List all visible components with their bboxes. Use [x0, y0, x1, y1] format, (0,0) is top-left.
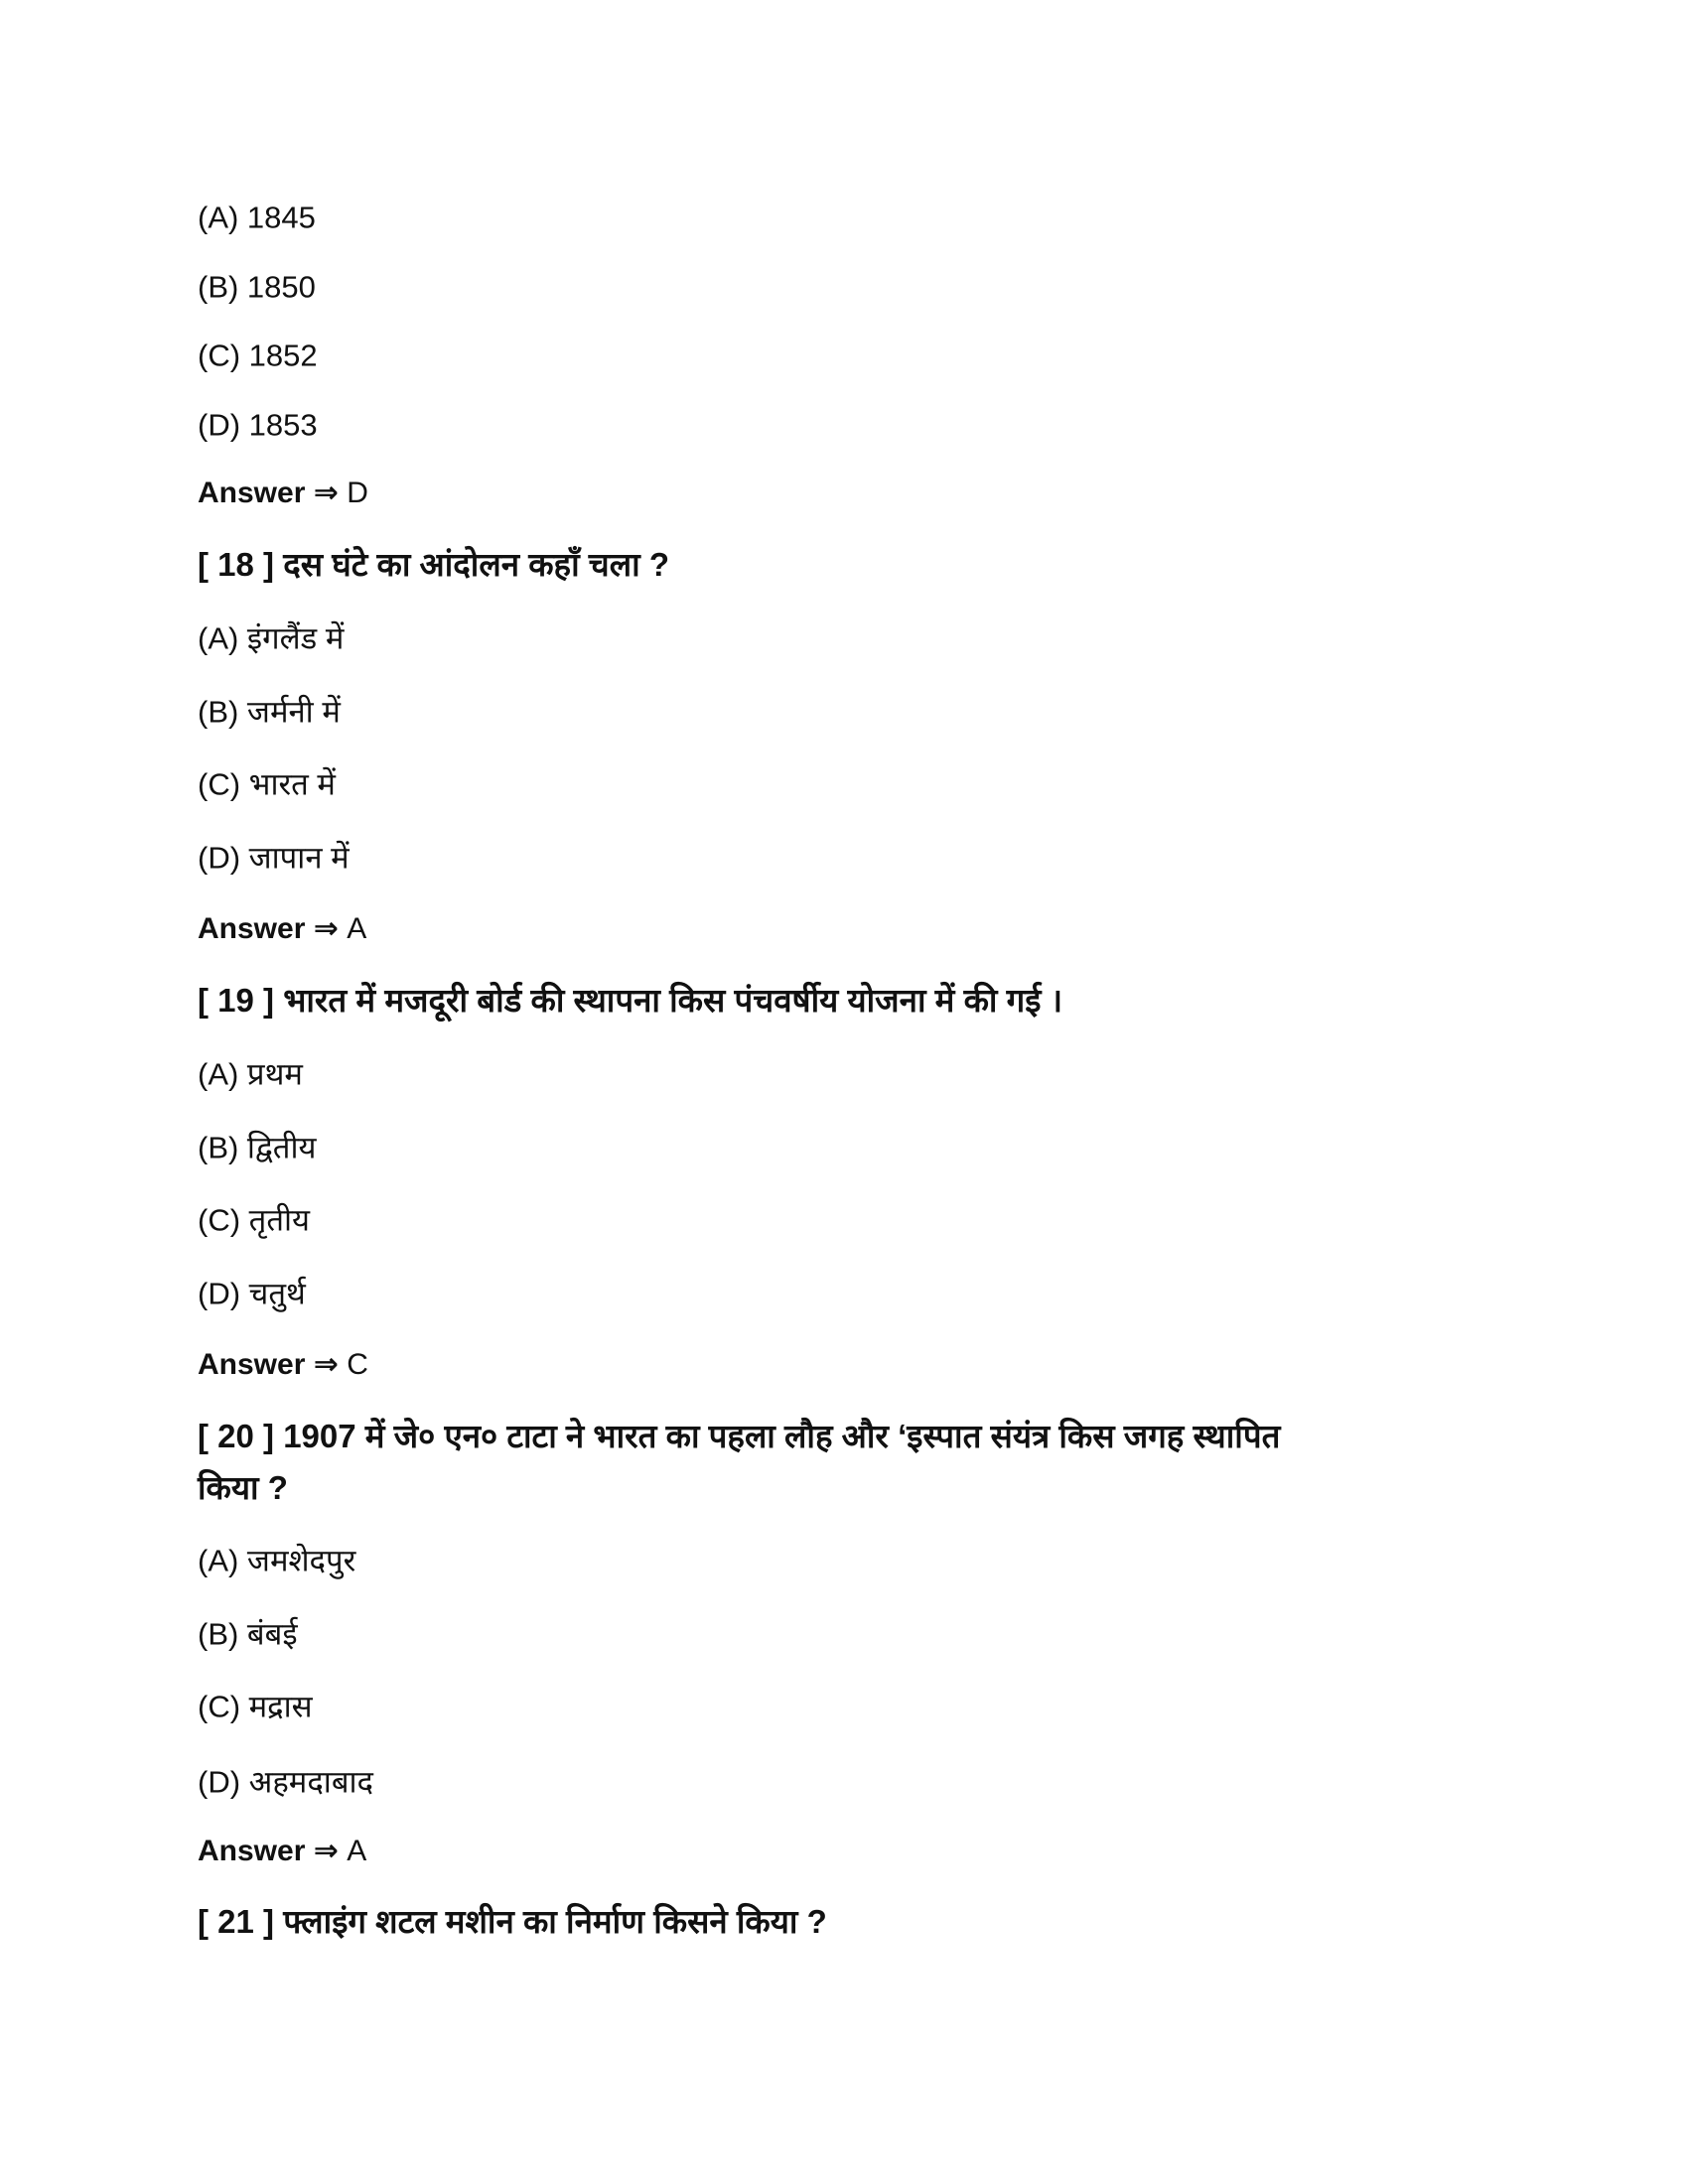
answer-label: Answer ⇒ — [198, 1348, 339, 1381]
answer-label: Answer ⇒ — [198, 1835, 339, 1867]
question-20-line1: [ 20 ] 1907 में जे० एन० टाटा ने भारत का पहला लौह और ‘इस्पात संयंत्र किस जगह स्थापित — [198, 1418, 1281, 1455]
option-a: (A) 1845 — [198, 200, 316, 235]
option-d: (D) 1853 — [198, 407, 318, 443]
answer-label: Answer ⇒ — [198, 477, 339, 509]
option-a: (A) जमशेदपुर — [198, 1543, 356, 1578]
option-c: (C) भारत में — [198, 766, 336, 802]
option-b: (B) बंबई — [198, 1616, 298, 1652]
answer — [198, 911, 366, 947]
answer — [198, 476, 368, 511]
question-20-line2: किया ? — [198, 1469, 288, 1507]
option-c: (C) मद्रास — [198, 1689, 313, 1724]
option-d: (D) जापान में — [198, 840, 350, 876]
answer — [198, 1347, 368, 1383]
answer-label: Answer ⇒ — [198, 912, 339, 945]
option-d: (D) चतुर्थ — [198, 1276, 306, 1311]
answer-value: A — [347, 1835, 367, 1867]
option-a: (A) प्रथम — [198, 1056, 303, 1092]
option-b: (B) द्वितीय — [198, 1130, 317, 1165]
option-a: (A) इंगलैंड में — [198, 620, 345, 656]
question-19: [ 19 ] भारत में मजदूरी बोर्ड की स्थापना किस पंचवर्षीय योजना में की गई । — [198, 982, 1063, 1020]
answer-value: C — [347, 1348, 368, 1381]
answer — [198, 1834, 366, 1869]
option-c: (C) 1852 — [198, 338, 318, 373]
option-b: (B) जर्मनी में — [198, 694, 341, 730]
option-d: (D) अहमदाबाद — [198, 1764, 374, 1800]
option-c: (C) तृतीय — [198, 1202, 310, 1238]
option-b: (B) 1850 — [198, 269, 316, 305]
answer-value: A — [347, 912, 367, 945]
question-21: [ 21 ] फ्लाइंग शटल मशीन का निर्माण किसने किया ? — [198, 1903, 827, 1941]
question-18: [ 18 ] दस घंटे का आंदोलन कहाँ चला ? — [198, 546, 669, 584]
answer-value: D — [347, 477, 368, 509]
